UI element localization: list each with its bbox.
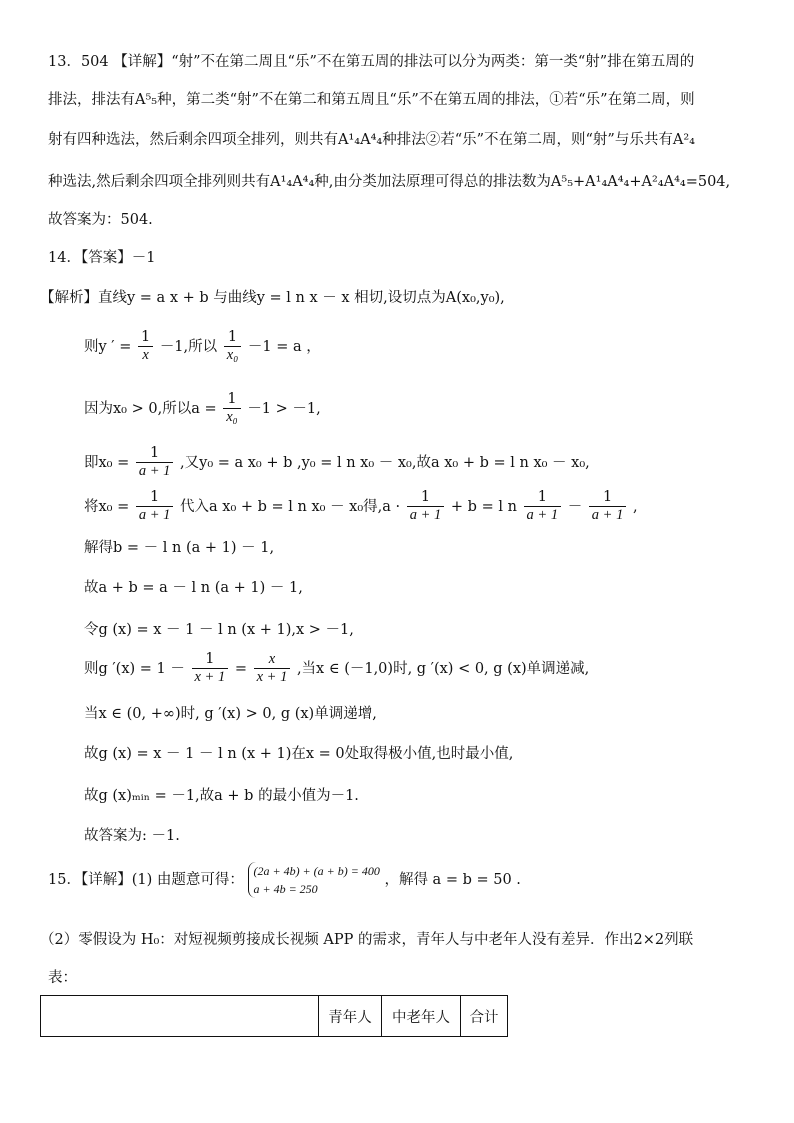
fraction-1-over-x0: $\frac{1}{\text{x₀}}$ (223, 392, 240, 426)
q14-step-9: 当x ∈ (0, +∞)时, g ′(x) > 0, g (x)单调递增, (84, 706, 377, 722)
q14-step-3 (84, 446, 590, 480)
fraction-1-over-a-plus-1: $\frac{1}{a + 1}$ (407, 490, 445, 524)
q15-part-2: （2）零假设为 H₀：对短视频剪接成长视频 APP 的需求，青年人与中老年人没有差异．作出2×2列联 (40, 932, 694, 948)
fraction-1-over-a-plus-1: $\frac{1}{a + 1}$ (524, 490, 562, 524)
q14-step-6: 故a + b = a － l n (a + 1) － 1, (84, 580, 303, 596)
q14-step-1-post: －1 = a ， (247, 339, 321, 356)
q14-step-2-pre: 因为x₀ > 0,所以a = (84, 401, 222, 418)
q14-answer: 14．【答案】－1 (48, 250, 156, 266)
q14-step-4-pre: 将x₀ = (84, 499, 134, 516)
fraction-1-over-x: $\frac{1}{x}$ (138, 330, 153, 364)
q14-step-3-pre: 即x₀ = (84, 455, 134, 472)
q14-step-4 (84, 490, 638, 524)
q14-step-8-post: ,当x ∈ (－1,0)时, g ′(x) < 0, g (x)单调递减, (296, 661, 590, 678)
q14-step-11: 故g (x)ₘᵢₙ = －1,故a + b 的最小值为－1. (84, 788, 359, 804)
q13-line-4: 种选法,然后剩余四项全排列则共有A¹₄A⁴₄种,由分类加法原理可得总的排法数为A⁵₅+A¹₄A⁴₄+A²₄A⁴₄=504, (48, 174, 731, 190)
q14-step-4-mid2: + b = l n (450, 499, 522, 516)
q14-step-10: 故g (x) = x － 1 － l n (x + 1)在x = 0处取得极小值,也时最小值, (84, 746, 514, 762)
fraction-x-over-x-plus-1: $\frac{x}{x + 1}$ (254, 652, 291, 686)
fraction-1-over-a-plus-1: $\frac{1}{a + 1}$ (589, 490, 627, 524)
q14-step-1-mid: －1,所以 (159, 339, 218, 356)
q13-line-5: 故答案为：504. (48, 212, 153, 228)
fraction-1-over-a-plus-1: $\frac{1}{a + 1}$ (136, 446, 174, 480)
equation-1: (2a + 4b) + (a + b) = 400 (253, 864, 380, 878)
q15-part-1-pre: 15．【详解】(1) 由题意可得： (48, 872, 244, 888)
table-header-cell: 合计 (461, 996, 508, 1037)
q14-step-8 (84, 652, 589, 686)
fraction-1-over-x-plus-1: $\frac{1}{x + 1}$ (192, 652, 229, 686)
table-row (41, 996, 508, 1037)
q14-step-5: 解得b = － l n (a + 1) － 1, (84, 540, 275, 556)
q14-step-7: 令g (x) = x － 1 － l n (x + 1),x > －1, (84, 622, 354, 638)
q14-step-4-mid3: － (567, 499, 587, 516)
q14-step-1 (84, 330, 321, 364)
table-header-cell: 中老年人 (382, 996, 461, 1037)
q14-step-4-mid: 代入a x₀ + b = l n x₀ － x₀得,a · (180, 499, 405, 516)
q14-step-8-pre: 则g ′(x) = 1 － (84, 661, 190, 678)
equation-2: a + 4b = 250 (253, 882, 318, 896)
fraction-1-over-a-plus-1: $\frac{1}{a + 1}$ (136, 490, 174, 524)
fraction-1-over-x0: $\frac{1}{\text{x₀}}$ (224, 330, 241, 364)
q13-line-2: 排法，排法有A⁵₅种，第二类“射”不在第二和第五周且“乐”不在第五周的排法，①若“乐”在第二周，则 (48, 92, 695, 108)
table-header-cell (41, 996, 319, 1037)
q14-step-2 (84, 392, 321, 426)
equation-system (248, 862, 379, 898)
q14-step-1-pre: 则y ′ = (84, 339, 136, 356)
q14-step-12: 故答案为: －1. (84, 828, 180, 844)
q14-step-4-post: , (632, 499, 638, 516)
contingency-table (40, 995, 508, 1037)
q14-step-8-mid: = (234, 661, 252, 678)
q15-part-1 (48, 862, 521, 898)
q15-part-1-post: ，解得 a = b = 50 . (384, 872, 521, 888)
q14-step-3-post: ,又y₀ = a x₀ + b ,y₀ = l n x₀ － x₀,故a x₀ + b = l n x₀ － x₀, (180, 455, 590, 472)
q13-line-3: 射有四种选法，然后剩余四项全排列，则共有A¹₄A⁴₄种排法②若“乐”不在第二周，则“射”与乐共有A²₄ (48, 132, 695, 148)
q14-step-2-post: －1 > －1, (247, 401, 321, 418)
q14-analysis: 【解析】直线y = a x + b 与曲线y = l n x － x 相切,设切点为A(x₀,y₀), (40, 290, 505, 306)
q15-part-2-table-intro: 表： (48, 970, 77, 986)
q13-line-1: 13．504 【详解】“射”不在第二周且“乐”不在第五周的排法可以分为两类：第一类“射”排在第五周的 (48, 54, 695, 70)
table-header-cell: 青年人 (319, 996, 382, 1037)
